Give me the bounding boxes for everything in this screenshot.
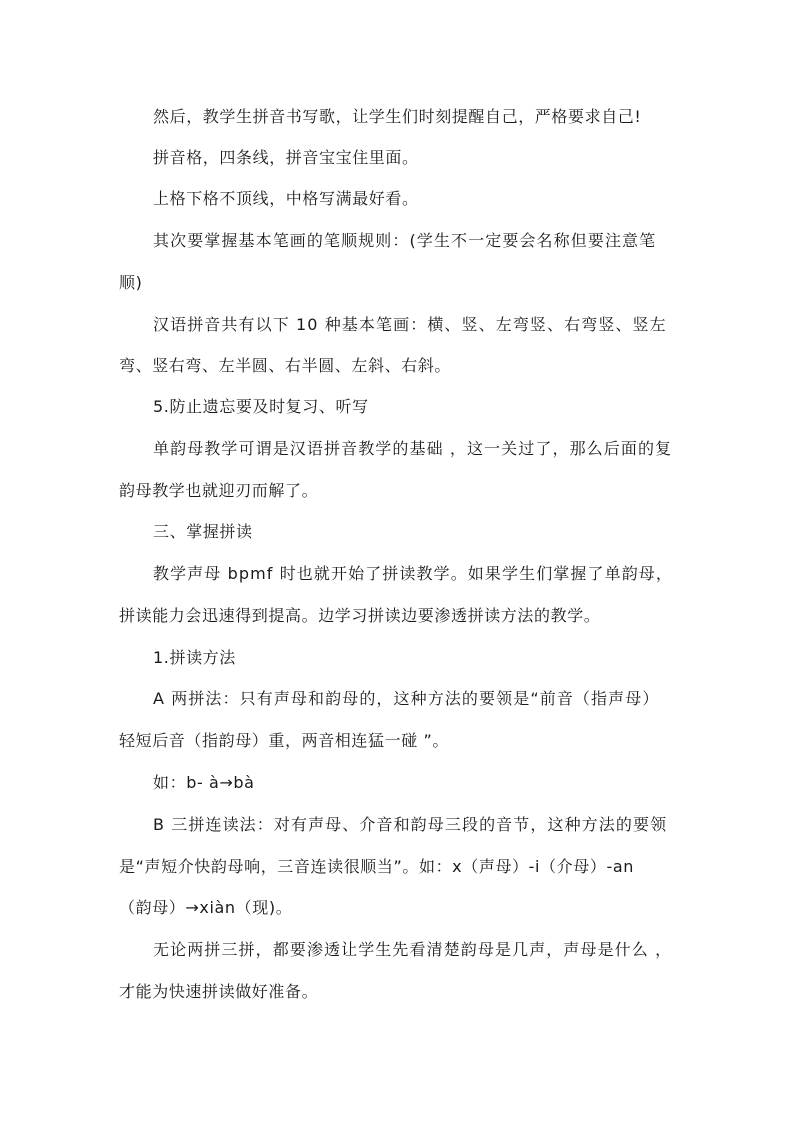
paragraph-line: 教学声母 bpmf 时也就开始了拼读教学。如果学生们掌握了单韵母， (153, 564, 674, 583)
section-heading: 1.拼读方法 (153, 648, 236, 667)
paragraph-line: 上格下格不顶线，中格写满最好看。 (153, 189, 419, 208)
paragraph-line: 单韵母教学可谓是汉语拼音教学的基础 ，这一关过了，那么后面的复 (153, 439, 673, 458)
paragraph-line: 汉语拼音共有以下 10 种基本笔画：横、竖、左弯竖、右弯竖、竖左 (153, 315, 667, 334)
paragraph-line: 顺) (119, 273, 143, 292)
section-heading: 三、掌握拼读 (153, 522, 253, 541)
example-line: 如：b- à→bà (153, 773, 255, 792)
paragraph-line: 然后，教学生拼音书写歌，让学生们时刻提醒自己，严格要求自己! (153, 107, 642, 126)
paragraph-line: 无论两拼三拼，都要渗透让学生先看清楚韵母是几声，声母是什么 ， (153, 940, 673, 959)
paragraph-line: （韵母）→xiàn（现)。 (119, 898, 293, 917)
paragraph-line: 其次要掌握基本笔画的笔顺规则：(学生不一定要会名称但要注意笔 (153, 231, 657, 250)
paragraph-line: A 两拼法：只有声母和韵母的，这种方法的要领是“前音（指声母） (153, 689, 660, 708)
section-heading: 5.防止遗忘要及时复习、听写 (153, 397, 369, 416)
paragraph-line: B 三拼连读法：对有声母、介音和韵母三段的音节，这种方法的要领 (153, 815, 668, 834)
paragraph-line: 拼读能力会迅速得到提高。边学习拼读边要渗透拼读方法的教学。 (119, 606, 601, 625)
paragraph-line: 拼音格，四条线，拼音宝宝住里面。 (153, 148, 419, 167)
paragraph-line: 韵母教学也就迎刃而解了。 (119, 481, 319, 500)
paragraph-line: 弯、竖右弯、左半圆、右半圆、左斜、右斜。 (119, 356, 452, 375)
paragraph-line: 才能为快速拼读做好准备。 (119, 982, 319, 1001)
paragraph-line: 轻短后音（指韵母）重，两音相连猛一碰 ”。 (119, 731, 449, 750)
paragraph-line: 是“声短介快韵母响，三音连读很顺当”。如：x（声母）-i（介母）-an (119, 857, 634, 876)
